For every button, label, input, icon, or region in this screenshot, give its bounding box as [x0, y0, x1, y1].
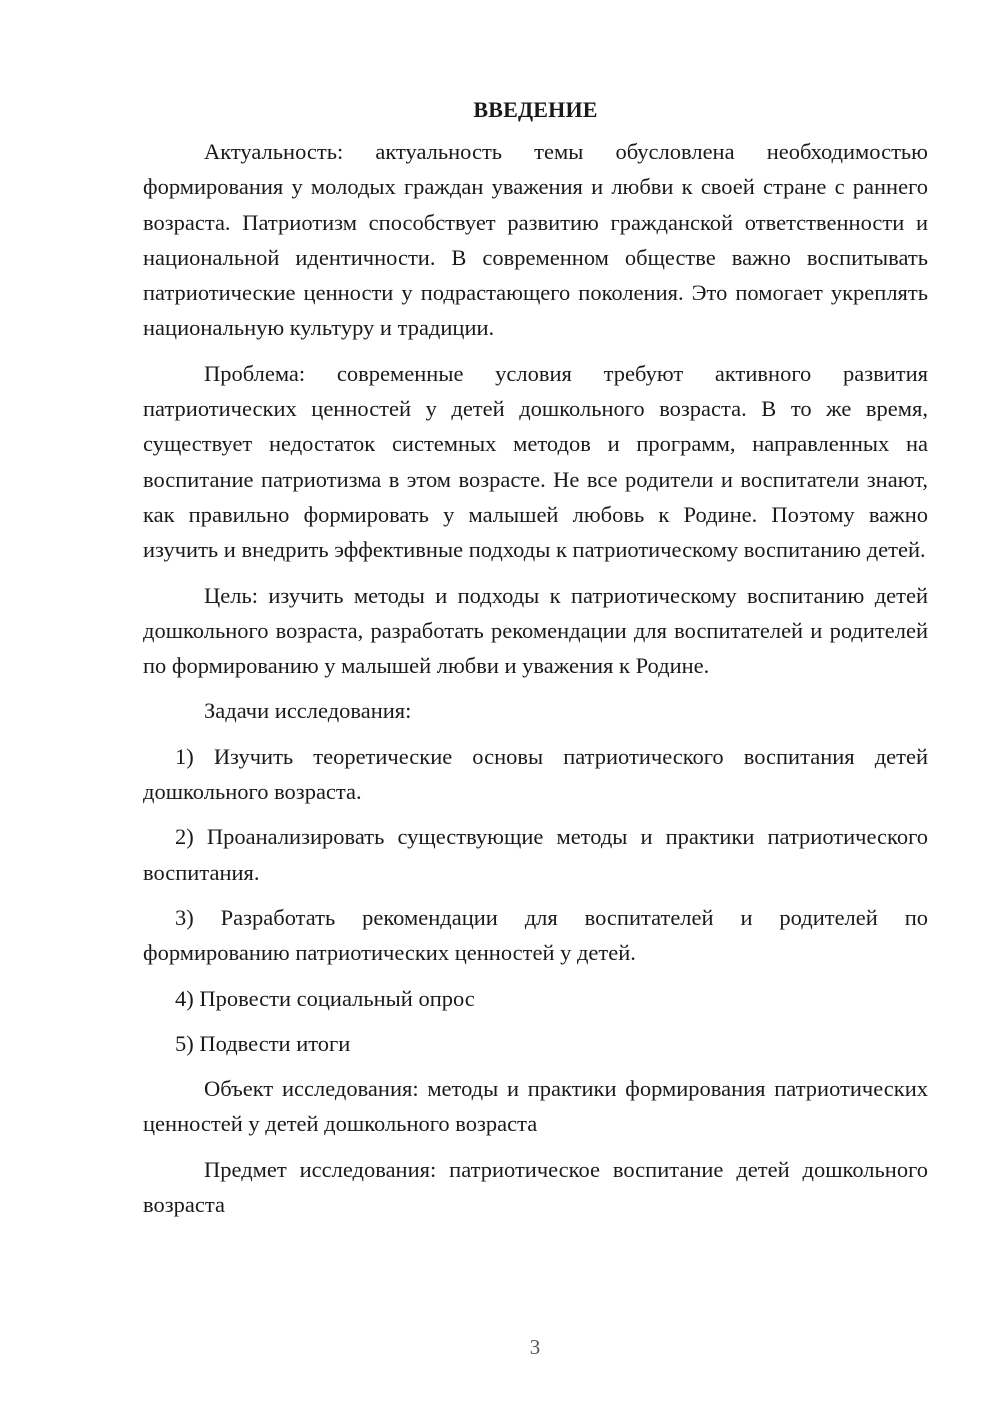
- task-item-5: 5) Подвести итоги: [175, 1030, 351, 1056]
- document-body: [143, 94, 928, 1232]
- subject-paragraph: Предмет исследования: патриотическое воспитание детей дошкольного возраста: [143, 1156, 928, 1218]
- task-item-3: 3) Разработать рекомендации для воспитателей и родителей по формированию патриотических ценностей у детей.: [143, 904, 928, 966]
- task-item-1: 1) Изучить теоретические основы патриотического воспитания детей дошкольного возраста.: [143, 743, 928, 805]
- page-title: ВВЕДЕНИЕ: [473, 97, 598, 122]
- relevance-paragraph: Актуальность: актуальность темы обусловлена необходимостью формирования у молодых граждан уважения и любви к своей стране с раннего возраста. Патриотизм способствует развитию гражданской ответственности и национальной идентичности. В современном обществе важно воспитывать патриотические ценности у подрастающего поколения. Это помогает укреплять национальную культуру и традиции.: [143, 139, 928, 341]
- object-paragraph: Объект исследования: методы и практики формирования патриотических ценностей у детей дошкольного возраста: [143, 1076, 928, 1137]
- page-number: 3: [529, 1335, 541, 1359]
- task-item-4: 4) Провести социальный опрос: [175, 985, 475, 1011]
- goal-paragraph: Цель: изучить методы и подходы к патриотическому воспитанию детей дошкольного возраста, разработать рекомендации для воспитателей и родителей по формированию у малышей любви и уважения к Родине.: [143, 582, 928, 679]
- tasks-heading: Задачи исследования:: [204, 698, 412, 724]
- problem-paragraph: Проблема: современные условия требуют активного развития патриотических ценностей у детей дошкольного возраста. В то же время, существует недостаток системных методов и программ, направленных на воспитание патриотизма в этом возрасте. Не все родители и воспитатели знают, как правильно формировать у малышей любовь к Родине. Поэтому важно изучить и внедрить эффективные подходы к патриотическому воспитанию детей.: [143, 360, 928, 563]
- task-item-2: 2) Проанализировать существующие методы и практики патриотического воспитания.: [143, 824, 928, 885]
